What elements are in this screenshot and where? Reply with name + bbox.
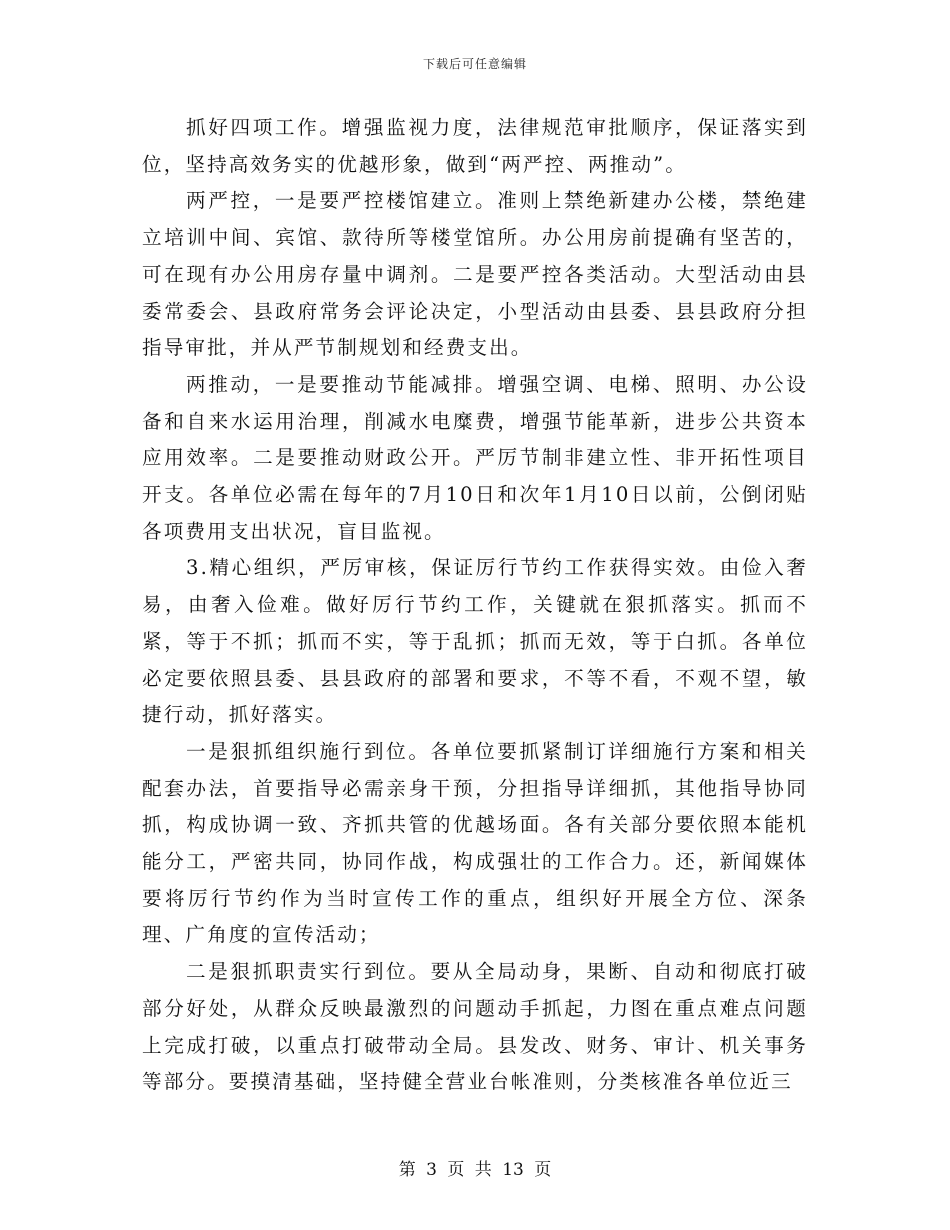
paragraph-3: 两推动，一是要推动节能减排。增强空调、电梯、照明、办公设备和自来水运用治理，削减水电糜费，增强节能革新，进步公共资本应用效率。二是要推动财政公开。严厉节制非建立性、非开拓性项目开支。各单位必需在每年的7月10日和次年1月10日以前，公倒闭贴各项费用支出状况，盲目监视。	[142, 372, 808, 543]
paragraph-4: 3.精心组织，严厉审核，保证厉行节约工作获得实效。由俭入奢易，由奢入俭难。做好厉行节约工作，关键就在狠抓落实。抓而不紧，等于不抓；抓而不实，等于乱抓；抓而无效，等于白抓。各单位必定要依照县委、县县政府的部署和要求，不等不看，不观不望，敏捷行动，抓好落实。	[142, 556, 808, 727]
document-body	[142, 110, 808, 1101]
paragraph-2: 两严控，一是要严控楼馆建立。准则上禁绝新建办公楼，禁绝建立培训中间、宾馆、款待所等楼堂馆所。办公用房前提确有坚苦的，可在现有办公用房存量中调剂。二是要严控各类活动。大型活动由县委常委会、县政府常务会评论决定，小型活动由县委、县县政府分担指导审批，并从严节制规划和经费支出。	[142, 189, 808, 360]
paragraph-1: 抓好四项工作。增强监视力度，法律规范审批顺序，保证落实到位，坚持高效务实的优越形象，做到“两严控、两推动”。	[142, 116, 808, 176]
page-header: 下载后可任意编辑	[422, 57, 527, 71]
page-number-footer: 第 3 页 共 13 页	[398, 1160, 552, 1180]
paragraph-5: 一是狠抓组织施行到位。各单位要抓紧制订详细施行方案和相关配套办法，首要指导必需亲身干预，分担指导详细抓，其他指导协同抓，构成协调一致、齐抓共管的优越场面。各有关部分要依照本能机能分工，严密共同，协同作战，构成强壮的工作合力。还，新闻媒体要将厉行节约作为当时宣传工作的重点，组织好开展全方位、深条理、广角度的宣传活动；	[142, 739, 808, 947]
paragraph-6: 二是狠抓职责实行到位。要从全局动身，果断、自动和彻底打破部分好处，从群众反映最激烈的问题动手抓起，力图在重点难点问题上完成打破，以重点打破带动全局。县发改、财务、审计、机关事务等部分。要摸清基础，坚持健全营业台帐准则，分类核准各单位近三	[142, 960, 808, 1094]
